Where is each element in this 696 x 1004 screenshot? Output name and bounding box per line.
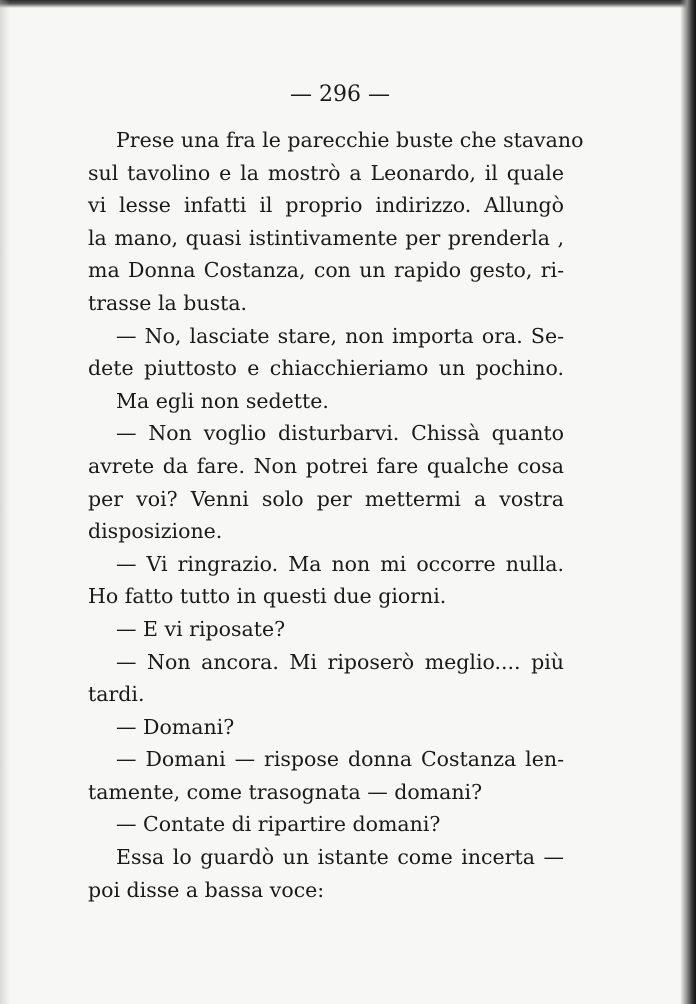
text-line: per voi? Venni solo per mettermi a vostra [88,486,564,511]
text-line: — Contate di ripartire domani? [116,812,441,837]
text-line: disposizione. [88,519,223,544]
text-line: Prese una fra le parecchie buste che stavano [116,128,584,152]
text-line: Ma egli non sedette. [116,388,329,413]
text-line: — Non ancora. Mi riposerò meglio.... più [116,649,564,674]
text-line: — Domani? [116,714,235,739]
text-line: — Domani — rispose donna Costanza len- [116,747,564,772]
text-line: dete piuttosto e chiacchieriamo un pochino. [88,356,564,381]
text-line: — Vi ringrazio. Ma non mi occorre nulla. [116,551,564,576]
text-line: tamente, come trasognata — domani? [88,779,483,804]
text-line: avrete da fare. Non potrei fare qualche cosa [88,453,564,478]
text-line: — E vi riposate? [116,616,286,641]
text-line: ma Donna Costanza, con un rapido gesto, ri- [88,258,564,283]
text-line: — Non voglio disturbarvi. Chissà quanto [116,421,564,446]
text-line: poi disse a bassa voce: [88,877,325,902]
text-line: sul tavolino e la mostrò a Leonardo, il quale [88,160,564,185]
page-number: — 296 — [290,82,390,107]
text-line: Essa lo guardò un istante come incerta — [116,845,564,870]
body-text [88,124,584,906]
text-line: trasse la busta. [88,290,248,315]
text-line: Ho fatto tutto in questi due giorni. [88,584,447,609]
scan-left-edge [0,0,10,1004]
scan-top-edge [0,0,696,8]
text-line: tardi. [88,682,145,707]
text-line: la mano, quasi istintivamente per prenderla , [88,225,564,250]
text-line: vi lesse infatti il proprio indirizzo. Allungò [88,193,564,218]
text-line: — No, lasciate stare, non importa ora. Se- [116,323,564,348]
scan-right-edge [680,0,696,1004]
